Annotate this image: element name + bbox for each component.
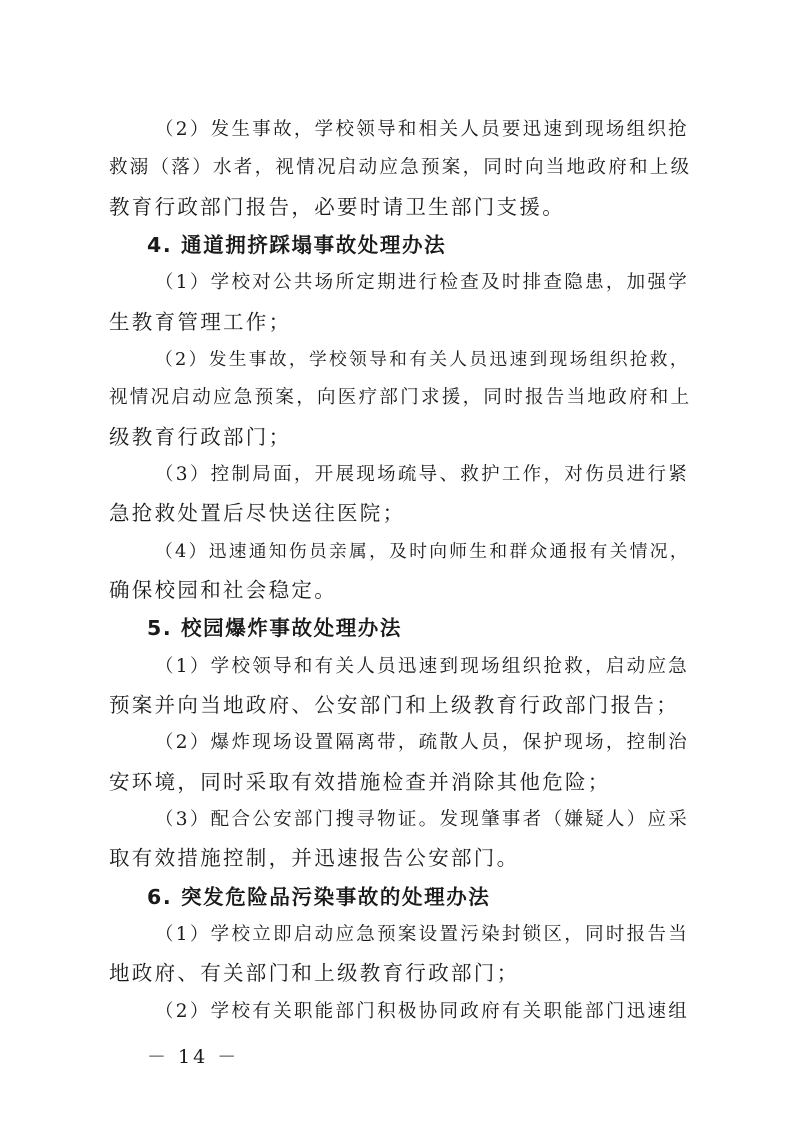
paragraph-line: 地政府、有关部门和上级教育行政部门；	[109, 961, 520, 985]
paragraph-line: （4）迅速通知伤员亲属，及时向师生和群众通报有关情况，	[155, 542, 690, 562]
paragraph-line: 预案并向当地政府、公安部门和上级教育行政部门报告；	[109, 693, 679, 717]
paragraph-line: （2）发生事故，学校领导和相关人员要迅速到现场组织抢	[155, 119, 690, 140]
paragraph-line: 级教育行政部门；	[109, 425, 292, 449]
paragraph-line: （2）爆炸现场设置隔离带，疏散人员，保护现场，控制治	[155, 732, 690, 753]
paragraph-line: （1）学校立即启动应急预案设置污染封锁区，同时报告当	[155, 924, 690, 945]
paragraph-line: 取有效措施控制，并迅速报告公安部门。	[109, 846, 520, 870]
paragraph-line: 视情况启动应急预案，向医疗部门求援，同时报告当地政府和上	[109, 387, 692, 408]
paragraph-line: （2）学校有关职能部门积极协同政府有关职能部门迅速组	[155, 1001, 690, 1022]
page-number: － 14 －	[147, 1046, 240, 1068]
paragraph-line: （1）学校领导和有关人员迅速到现场组织抢救，启动应急	[155, 656, 690, 677]
section-heading: 4. 通道拥挤踩塌事故处理办法	[147, 233, 447, 257]
paragraph-line: （2）发生事故，学校领导和有关人员迅速到现场组织抢救，	[155, 350, 690, 370]
paragraph-line: 安环境，同时采取有效措施检查并消除其他危险；	[109, 770, 611, 794]
paragraph-line: 教育行政部门报告，必要时请卫生部门支援。	[109, 195, 565, 219]
paragraph-line: （3）配合公安部门搜寻物证。发现肇事者（嫌疑人）应采	[155, 809, 690, 830]
paragraph-line: 生教育管理工作；	[109, 310, 292, 334]
paragraph-line: （3）控制局面，开展现场疏导、救护工作，对伤员进行紧	[155, 464, 690, 485]
paragraph-line: 确保校园和社会稳定。	[109, 578, 337, 602]
paragraph-line: （1）学校对公共场所定期进行检查及时排查隐患，加强学	[155, 272, 690, 293]
paragraph-line: 急抢救处置后尽快送往医院；	[109, 501, 406, 525]
section-heading: 6. 突发危险品污染事故的处理办法	[147, 885, 491, 909]
section-heading: 5. 校园爆炸事故处理办法	[147, 616, 402, 640]
paragraph-line: 救溺（落）水者，视情况启动应急预案，同时向当地政府和上级	[109, 157, 692, 178]
